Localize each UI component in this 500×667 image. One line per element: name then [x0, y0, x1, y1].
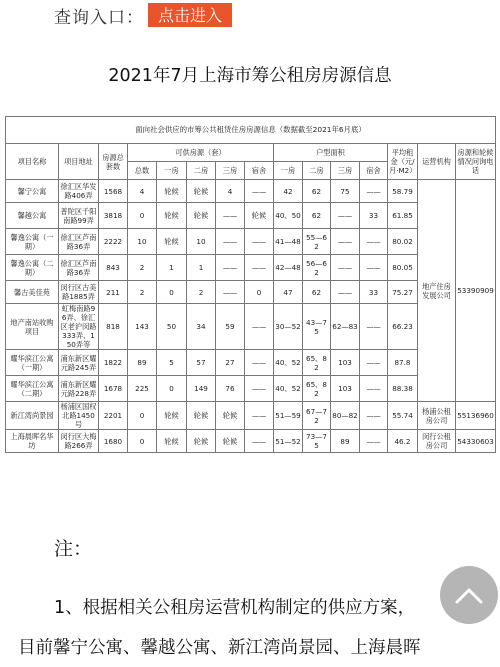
- cell-sd: ——: [245, 430, 274, 453]
- cell-s2: 轮候: [187, 203, 216, 229]
- note-line: 1、根据相关公租房运营机构制定的供应方案，: [54, 598, 416, 618]
- cell-address: 徐汇区芦南路36弄: [59, 255, 99, 281]
- cell-operator: 杨浦公租房公司: [418, 402, 456, 430]
- cell-sd: ——: [245, 229, 274, 255]
- cell-sd: 0: [245, 281, 274, 304]
- cell-a1: 30—52: [274, 304, 303, 350]
- cell-total: 211: [99, 281, 128, 304]
- cell-total: 1680: [99, 430, 128, 453]
- table-row: [6, 402, 496, 430]
- cell-name: 馨宁公寓: [6, 180, 59, 203]
- query-label: 查询入口：: [54, 7, 144, 28]
- cell-a3: ——: [331, 229, 360, 255]
- cell-total: 1822: [99, 350, 128, 376]
- cell-a2: 43—75: [303, 304, 331, 350]
- notes-heading: 注：: [54, 538, 93, 560]
- cell-ad: ——: [360, 229, 388, 255]
- cell-a1: 41—48: [274, 229, 303, 255]
- cell-operator: 闵行公租房公司: [418, 430, 456, 453]
- cell-s3: ——: [216, 255, 245, 281]
- col-head-hotline: 房源和轮候情况问询电话: [456, 144, 496, 180]
- cell-name: 地产南站收购项目: [6, 304, 59, 350]
- cell-a3: ——: [331, 281, 360, 304]
- cell-address: 虹梅南路96弄、徐汇区老沪闵路333弄、150弄等: [59, 304, 99, 350]
- cell-s2: 10: [187, 229, 216, 255]
- cell-sd: 轮候: [245, 203, 274, 229]
- cell-a2: 62: [303, 180, 331, 203]
- table-caption: 面向社会供应的市筹公共租赁住房房源信息（数据截至2021年6月底）: [6, 117, 496, 144]
- cell-s3: 4: [216, 180, 245, 203]
- cell-a3: 103: [331, 376, 360, 402]
- cell-hotline: 53390909: [456, 180, 496, 402]
- cell-sd: ——: [245, 180, 274, 203]
- sub-head-area: 宿舍: [360, 162, 388, 180]
- cell-rent: 46.2: [388, 430, 418, 453]
- col-head-supply: 可供房源（套）: [128, 144, 274, 162]
- cell-total: 2201: [99, 402, 128, 430]
- cell-sd: ——: [245, 304, 274, 350]
- cell-ad: ——: [360, 402, 388, 430]
- cell-a3: 62—83: [331, 304, 360, 350]
- cell-ad: ——: [360, 350, 388, 376]
- cell-name: 馨古美佳苑: [6, 281, 59, 304]
- cell-s2: 1: [187, 255, 216, 281]
- cell-s1: 轮候: [157, 229, 187, 255]
- table-row: [6, 430, 496, 453]
- cell-s2: 轮候: [187, 430, 216, 453]
- sub-head-area: 一房: [274, 162, 303, 180]
- cell-a1: 42—48: [274, 255, 303, 281]
- sub-head-supply: 总数: [128, 162, 157, 180]
- cell-total: 1568: [99, 180, 128, 203]
- cell-total: 818: [99, 304, 128, 350]
- cell-a2: 73—75: [303, 430, 331, 453]
- cell-s1: 轮候: [157, 203, 187, 229]
- cell-sd: ——: [245, 376, 274, 402]
- cell-a1: 40、52: [274, 350, 303, 376]
- cell-name: 耀华滨江公寓（一期）: [6, 350, 59, 376]
- cell-sd: ——: [245, 255, 274, 281]
- sub-head-supply: 宿舍: [245, 162, 274, 180]
- sub-head-area: 二房: [303, 162, 331, 180]
- cell-s1: 50: [157, 304, 187, 350]
- cell-a3: 103: [331, 350, 360, 376]
- cell-a2: 67—72: [303, 402, 331, 430]
- cell-a2: 62: [303, 203, 331, 229]
- cell-address: 闵行区古美路1885弄: [59, 281, 99, 304]
- cell-address: 浦东新区耀元路228弄: [59, 376, 99, 402]
- cell-s-total: 2: [128, 281, 157, 304]
- cell-ad: 33: [360, 203, 388, 229]
- cell-s-total: 0: [128, 430, 157, 453]
- cell-rent: 80.05: [388, 255, 418, 281]
- cell-s2: 57: [187, 350, 216, 376]
- cell-total: 1678: [99, 376, 128, 402]
- cell-s-total: 0: [128, 402, 157, 430]
- cell-rent: 61.85: [388, 203, 418, 229]
- cell-rent: 87.8: [388, 350, 418, 376]
- cell-a2: 62: [303, 281, 331, 304]
- cell-s3: 轮候: [216, 402, 245, 430]
- cell-s3: ——: [216, 229, 245, 255]
- cell-ad: ——: [360, 304, 388, 350]
- col-head-operator: 运营机构: [418, 144, 456, 180]
- cell-address: 徐汇区华发路406弄: [59, 180, 99, 203]
- cell-address: 杨浦区国权北路1450号: [59, 402, 99, 430]
- cell-a3: ——: [331, 203, 360, 229]
- cell-rent: 75.27: [388, 281, 418, 304]
- cell-s3: ——: [216, 281, 245, 304]
- table-row: [6, 180, 496, 203]
- enter-button[interactable]: 点击进入: [148, 3, 232, 27]
- col-head-total: 房源总套数: [99, 144, 128, 180]
- cell-name: 馨逸公寓（二期）: [6, 255, 59, 281]
- cell-total: 3818: [99, 203, 128, 229]
- housing-table: [5, 116, 496, 453]
- housing-table-container: [5, 116, 494, 453]
- cell-a2: 56—62: [303, 255, 331, 281]
- cell-ad: 33: [360, 281, 388, 304]
- cell-a1: 51—59: [274, 402, 303, 430]
- cell-s2: 2: [187, 281, 216, 304]
- cell-a3: 80—82: [331, 402, 360, 430]
- cell-s1: 1: [157, 255, 187, 281]
- cell-rent: 88.38: [388, 376, 418, 402]
- sub-head-supply: 二房: [187, 162, 216, 180]
- cell-s-total: 89: [128, 350, 157, 376]
- cell-address: 普陀区千阳南路99弄: [59, 203, 99, 229]
- cell-s1: 0: [157, 376, 187, 402]
- cell-s2: 轮候: [187, 402, 216, 430]
- cell-name: 上海晨晖名华坊: [6, 430, 59, 453]
- cell-ad: ——: [360, 180, 388, 203]
- cell-sd: ——: [245, 350, 274, 376]
- scroll-top-button[interactable]: [440, 566, 498, 624]
- sub-head-supply: 一房: [157, 162, 187, 180]
- cell-total: 843: [99, 255, 128, 281]
- col-head-name: 项目名称: [6, 144, 59, 180]
- cell-a3: 75: [331, 180, 360, 203]
- cell-sd: ——: [245, 402, 274, 430]
- cell-s-total: 225: [128, 376, 157, 402]
- cell-s-total: 0: [128, 203, 157, 229]
- cell-a2: 65、82: [303, 350, 331, 376]
- cell-a2: 55—62: [303, 229, 331, 255]
- cell-s2: 149: [187, 376, 216, 402]
- cell-name: 馨逸公寓（一期）: [6, 229, 59, 255]
- cell-s1: 轮候: [157, 180, 187, 203]
- cell-a1: 40、52: [274, 376, 303, 402]
- cell-s3: 59: [216, 304, 245, 350]
- cell-s1: 轮候: [157, 402, 187, 430]
- note-line: 目前馨宁公寓、馨越公寓、新江湾尚景园、上海晨晖: [18, 638, 421, 658]
- cell-s-total: 4: [128, 180, 157, 203]
- cell-s3: ——: [216, 203, 245, 229]
- cell-s1: 5: [157, 350, 187, 376]
- cell-s-total: 2: [128, 255, 157, 281]
- cell-name: 馨越公寓: [6, 203, 59, 229]
- cell-ad: ——: [360, 376, 388, 402]
- cell-s3: 轮候: [216, 430, 245, 453]
- col-head-avg-rent: 平均租金（元/月·M2）: [388, 144, 418, 180]
- cell-address: 浦东新区耀元路245弄: [59, 350, 99, 376]
- col-head-area: 户型面积: [274, 144, 388, 162]
- cell-a3: ——: [331, 255, 360, 281]
- cell-s-total: 10: [128, 229, 157, 255]
- cell-s1: 0: [157, 281, 187, 304]
- cell-name: 新江湾尚景园: [6, 402, 59, 430]
- cell-ad: ——: [360, 430, 388, 453]
- cell-operator: 地产住房发展公司: [418, 180, 456, 402]
- cell-rent: 58.79: [388, 180, 418, 203]
- cell-s3: 27: [216, 350, 245, 376]
- cell-a2: 65、82: [303, 376, 331, 402]
- cell-hotline: 54330603: [456, 430, 496, 453]
- cell-a1: 51—52: [274, 430, 303, 453]
- cell-a1: 47: [274, 281, 303, 304]
- page-title: 2021年7月上海市筹公租房房源信息: [108, 66, 392, 86]
- cell-a1: 40、50: [274, 203, 303, 229]
- cell-hotline: 55136960: [456, 402, 496, 430]
- cell-rent: 55.74: [388, 402, 418, 430]
- chevron-up-icon: [454, 585, 484, 605]
- cell-total: 2222: [99, 229, 128, 255]
- col-head-address: 项目地址: [59, 144, 99, 180]
- cell-rent: 66.23: [388, 304, 418, 350]
- cell-s3: 76: [216, 376, 245, 402]
- sub-head-supply: 三房: [216, 162, 245, 180]
- cell-s2: 轮候: [187, 180, 216, 203]
- cell-address: 徐汇区芦南路36弄: [59, 229, 99, 255]
- cell-a1: 42: [274, 180, 303, 203]
- watermark-logo: [452, 636, 498, 666]
- cell-s-total: 143: [128, 304, 157, 350]
- cell-name: 耀华滨江公寓（二期）: [6, 376, 59, 402]
- cell-a3: 89: [331, 430, 360, 453]
- query-entry: [54, 2, 232, 28]
- cell-ad: ——: [360, 255, 388, 281]
- cell-rent: 80.02: [388, 229, 418, 255]
- cell-address: 闵行区大梅路266弄: [59, 430, 99, 453]
- cell-s1: 轮候: [157, 430, 187, 453]
- sub-head-area: 三房: [331, 162, 360, 180]
- cell-s2: 34: [187, 304, 216, 350]
